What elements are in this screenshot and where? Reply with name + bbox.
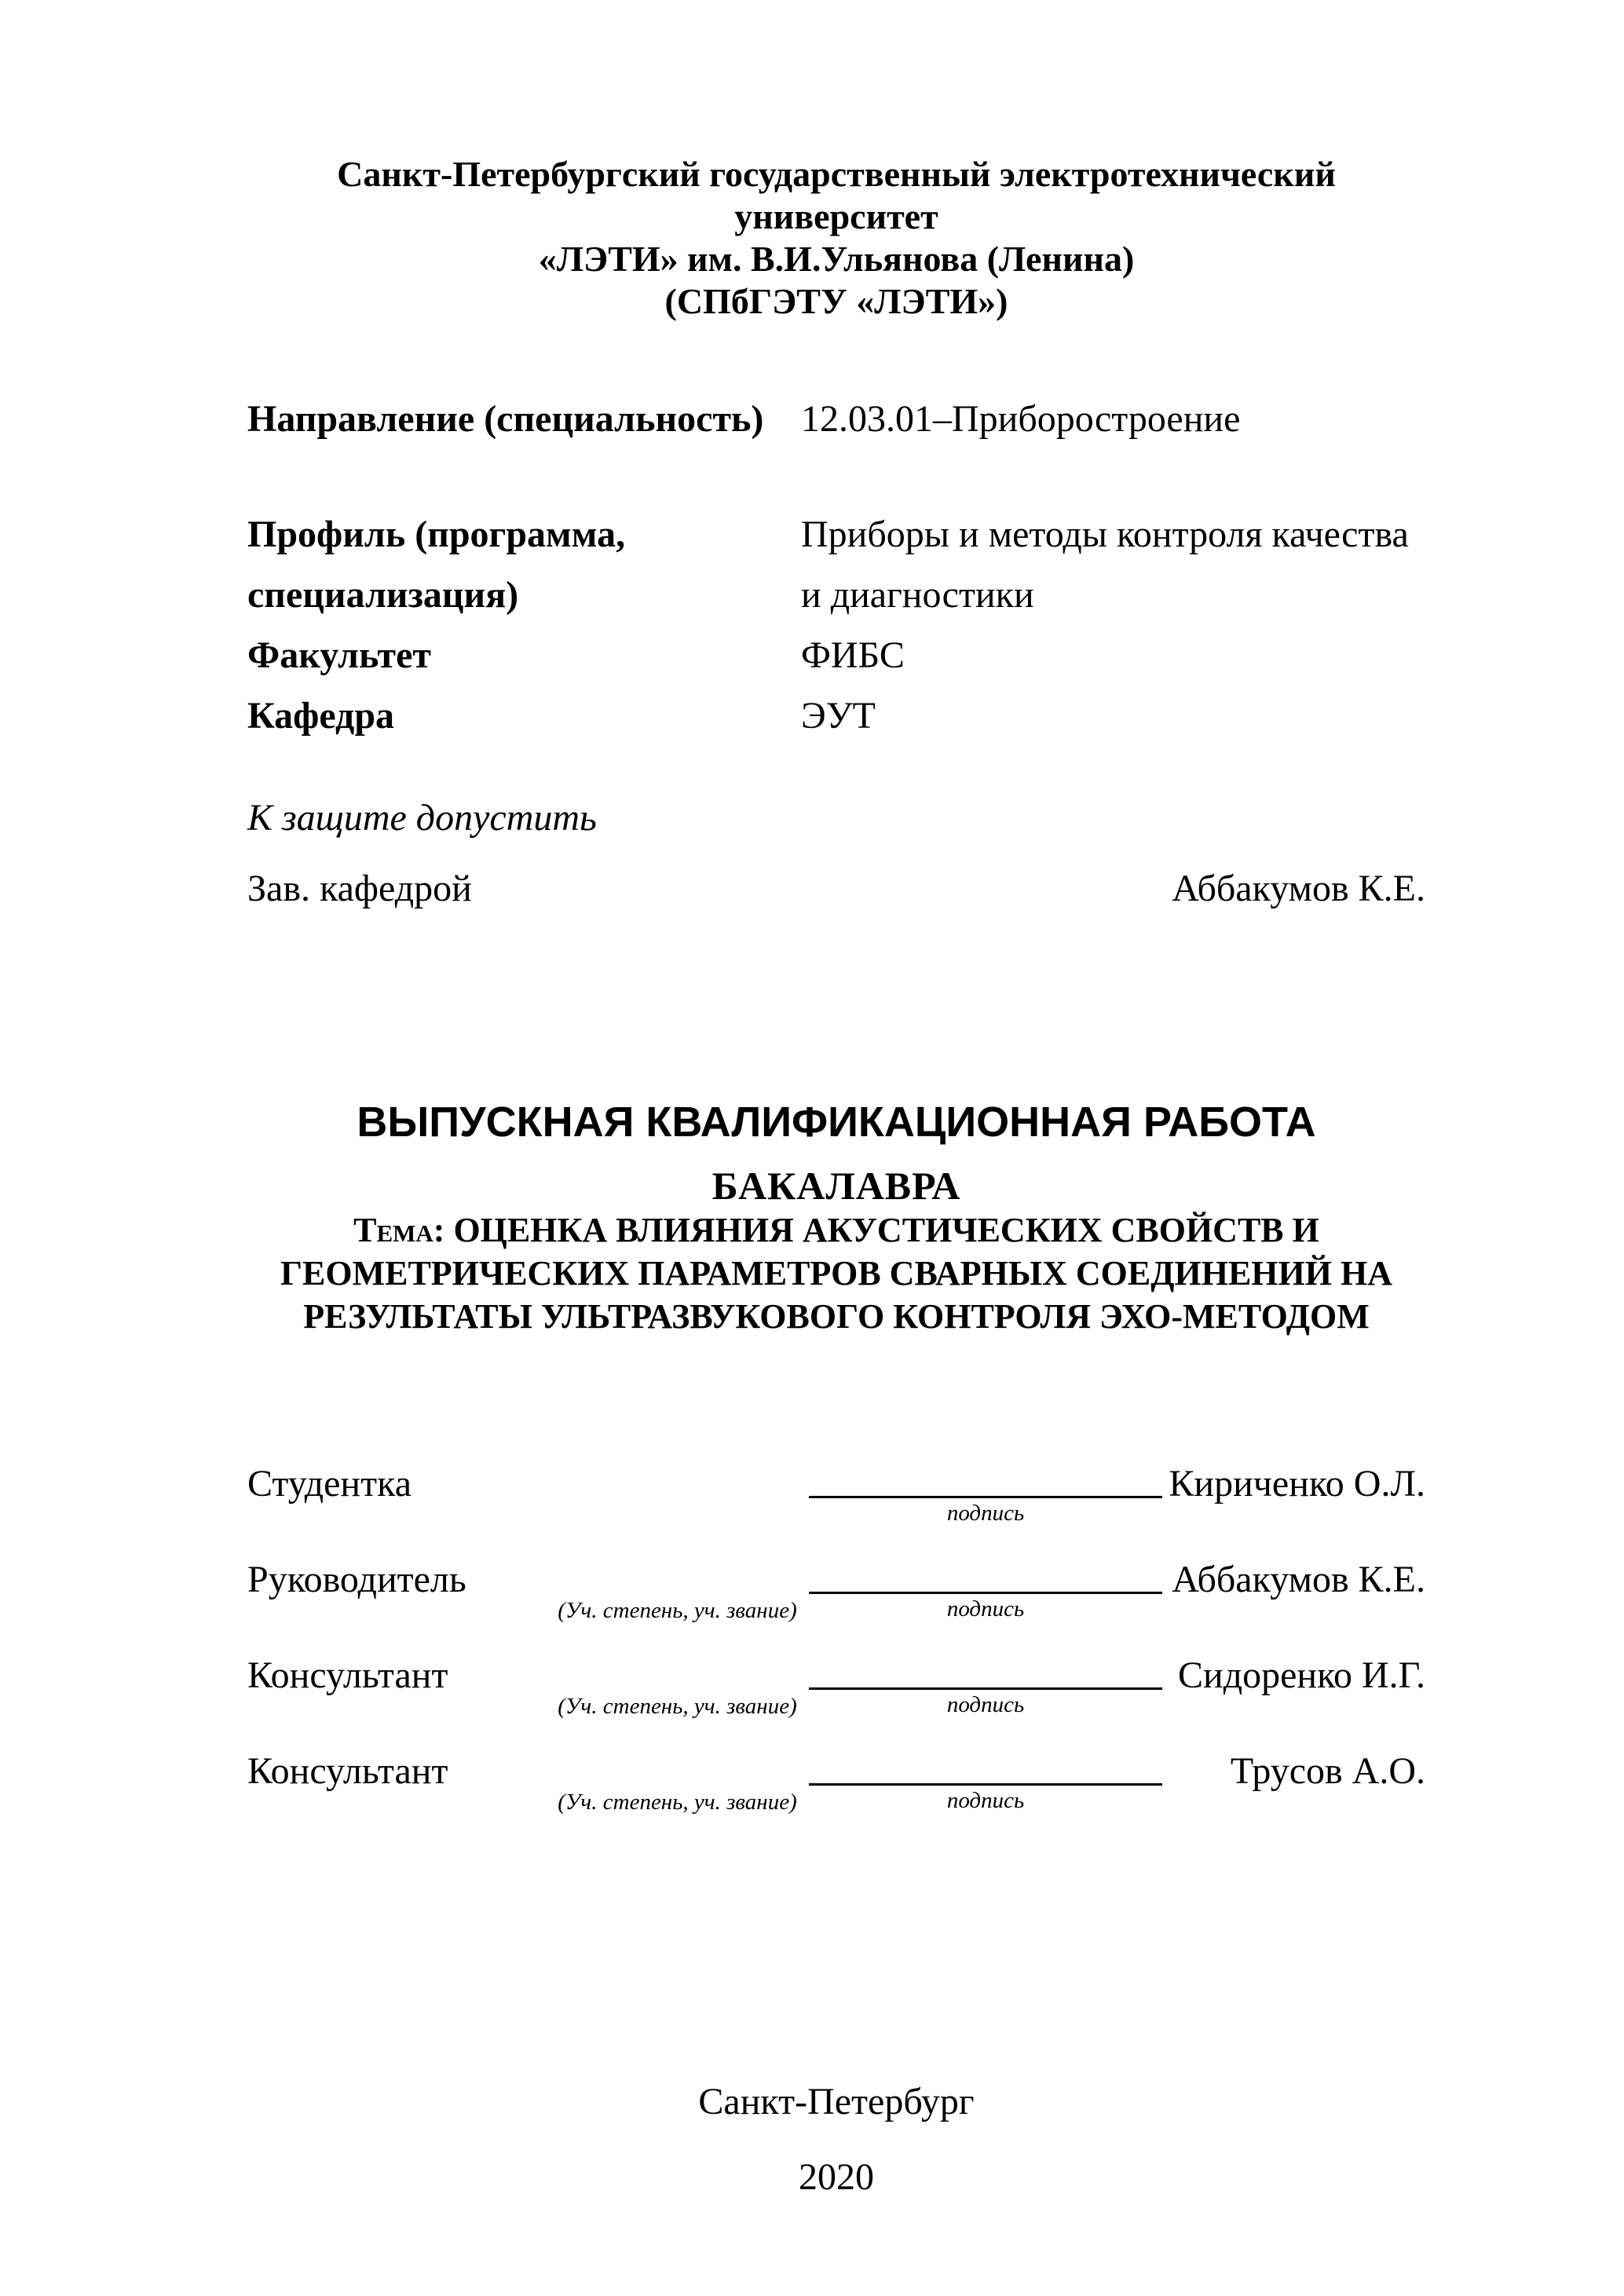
university-header bbox=[247, 153, 1425, 323]
signature-caption: подпись bbox=[946, 1692, 1025, 1717]
signature-line bbox=[809, 1464, 1162, 1498]
footer bbox=[247, 2078, 1425, 2201]
footer-year: 2020 bbox=[799, 2156, 874, 2198]
field-row-speciality bbox=[247, 389, 1425, 449]
field-label-department: Кафедра bbox=[247, 695, 395, 737]
degree-caption: (Уч. степень, уч. звание) bbox=[558, 1790, 797, 1815]
signature-caption: подпись bbox=[946, 1501, 1025, 1526]
signer-name: Трусов А.О. bbox=[1230, 1750, 1425, 1792]
signature-caption: подпись bbox=[946, 1788, 1025, 1813]
head-of-department-name: Аббакумов К.Е. bbox=[1172, 868, 1425, 909]
field-row-department bbox=[247, 686, 1425, 746]
field-value-department: ЭУТ bbox=[801, 695, 876, 737]
signature-row-consultant-1 bbox=[247, 1655, 1425, 1751]
signature-caption: подпись bbox=[946, 1596, 1025, 1621]
head-of-department-label: Зав. кафедрой bbox=[247, 868, 472, 909]
signature-field bbox=[809, 1464, 1162, 1525]
signature-row-consultant-2 bbox=[247, 1751, 1425, 1847]
degree-caption: (Уч. степень, уч. звание) bbox=[558, 1694, 797, 1719]
signature-role: Руководитель bbox=[247, 1559, 466, 1600]
field-row-profile bbox=[247, 504, 1425, 625]
signature-field bbox=[809, 1751, 1162, 1812]
theme-prefix: Тема: bbox=[353, 1211, 445, 1249]
signature-role: Студентка bbox=[247, 1463, 411, 1504]
signature-line bbox=[809, 1655, 1162, 1690]
field-value-profile: Приборы и методы контроля качества и диагностики bbox=[801, 514, 1409, 616]
field-value-faculty: ФИБС bbox=[801, 634, 905, 676]
field-label-faculty: Факультет bbox=[247, 634, 431, 676]
signature-line bbox=[809, 1559, 1162, 1594]
degree-title: БАКАЛАВРА bbox=[711, 1164, 961, 1208]
signature-line bbox=[809, 1751, 1162, 1786]
signature-block bbox=[247, 1464, 1425, 1847]
signature-row-supervisor bbox=[247, 1559, 1425, 1655]
theme-title bbox=[247, 1208, 1425, 1338]
signer-name: Кириченко О.Л. bbox=[1169, 1463, 1425, 1504]
signer-name: Сидоренко И.Г. bbox=[1178, 1654, 1425, 1696]
field-value-speciality: 12.03.01–Приборостроение bbox=[801, 398, 1241, 440]
program-fields bbox=[247, 389, 1425, 746]
admission-note: К защите допустить bbox=[247, 797, 597, 839]
footer-city: Санкт-Петербург bbox=[698, 2081, 975, 2122]
signer-name: Аббакумов К.Е. bbox=[1172, 1559, 1425, 1600]
university-name-line2: «ЛЭТИ» им. В.И.Ульянова (Ленина) bbox=[538, 239, 1135, 279]
field-label-profile: Профиль (программа, специализация) bbox=[247, 514, 626, 616]
university-name-line1: Санкт-Петербургский государственный электротехнический университет bbox=[337, 154, 1336, 236]
degree-caption bbox=[546, 1464, 809, 1503]
work-type-title: ВЫПУСКНАЯ КВАЛИФИКАЦИОННАЯ РАБОТА bbox=[357, 1099, 1316, 1146]
theme-text: ОЦЕНКА ВЛИЯНИЯ АКУСТИЧЕСКИХ СВОЙСТВ И ГЕОМЕТРИЧЕСКИХ ПАРАМЕТРОВ СВАРНЫХ СОЕДИНЕНИЙ НА РЕЗУЛЬТАТЫ УЛЬТРАЗВУКОВОГО КОНТРОЛЯ ЭХО-МЕТОДОМ bbox=[280, 1211, 1392, 1336]
signature-field bbox=[809, 1559, 1162, 1621]
signature-field bbox=[809, 1655, 1162, 1717]
head-of-department-row bbox=[247, 859, 1425, 918]
admission-block bbox=[247, 788, 1425, 918]
signature-role: Консультант bbox=[247, 1654, 448, 1696]
field-row-faculty bbox=[247, 625, 1425, 686]
signature-row-student bbox=[247, 1464, 1425, 1559]
university-name-line3: (СПбГЭТУ «ЛЭТИ») bbox=[664, 281, 1008, 321]
degree-caption: (Уч. степень, уч. звание) bbox=[558, 1598, 797, 1623]
field-label-speciality: Направление (специальность) bbox=[247, 398, 764, 440]
signature-role: Консультант bbox=[247, 1750, 448, 1792]
